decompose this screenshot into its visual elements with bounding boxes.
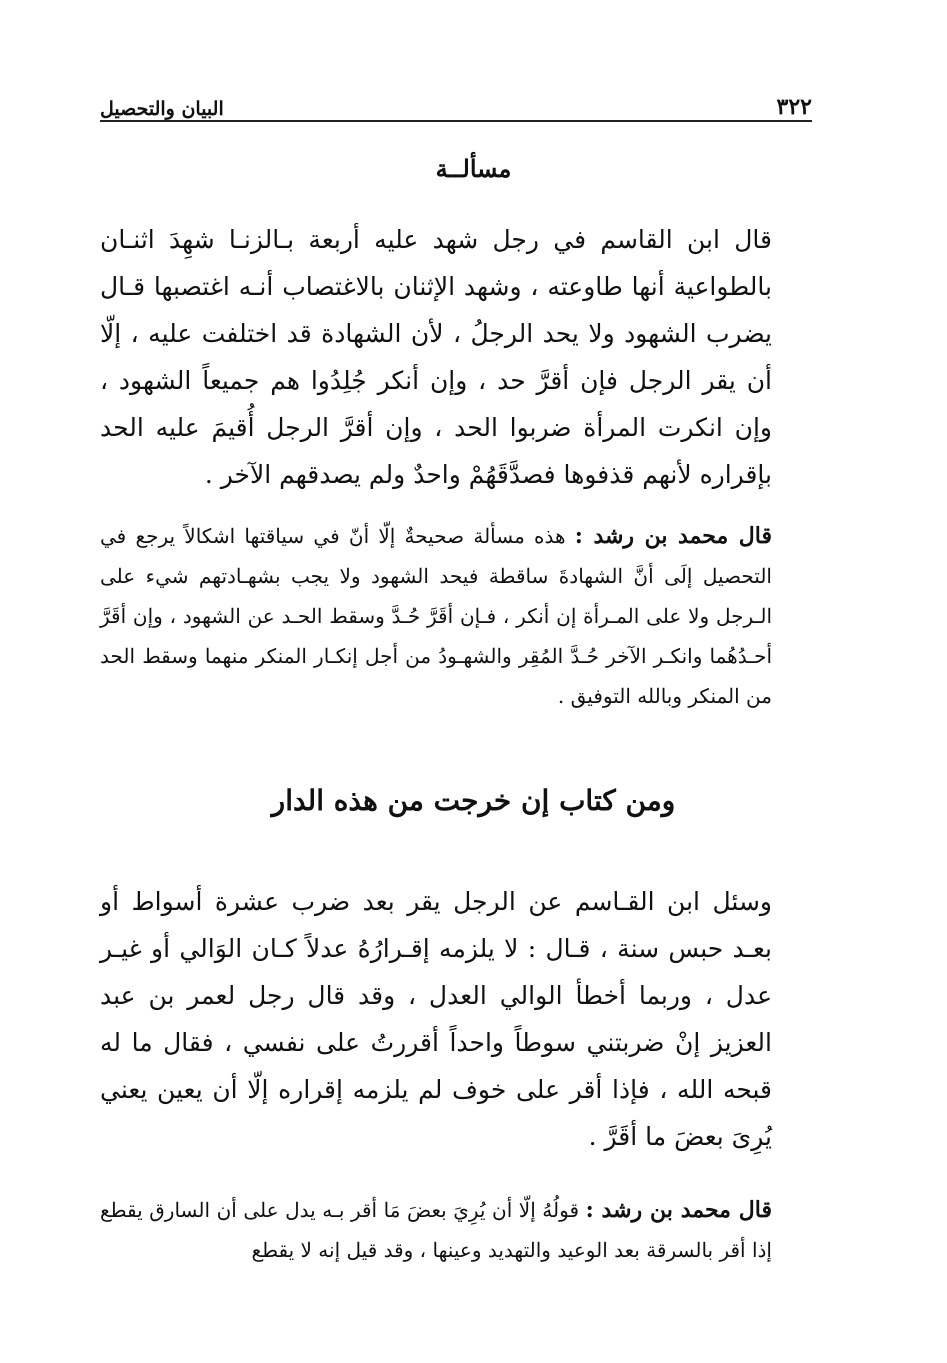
- commentary-1-text: هذه مسألة صحيحةٌ إلّا أنّ في سياقتها اشكالاً يرجع في التحصيل إلَى أنَّ الشهادةَ ساقطة فيحد الشهود ولا يجب بشهـادتهم شيء على الـرجل ولا على المـرأة إن أنكر ، فـإن أقَرَّ حُـدَّ وسقط الحـد عن الشهود ، وإن أقَرَّ أحـدُهُما وانكـر الآخر حُـدَّ المُقِر والشهـودُ من أجل إنكـار المنكر منهما وسقط الحد من المنكر وبالله التوفيق .: [100, 524, 772, 708]
- commentary-2-body: [100, 1190, 812, 1270]
- commentary-2-text: قولُهُ إلّا أن يُرِيَ بعضَ مَا أقر بـه يدل على أن السارق يقطع إذا أقر بالسرقة بعد الوعيد والتهديد وعينها ، وقد قيل إنه لا يقطع: [100, 1198, 772, 1262]
- paragraph-1-text: قال ابن القاسم في رجل شهد عليه أربعة بـالزنـا شهِدَ اثنـان بالطواعية أنها طاوعته ، وشهد الإثنان بالاغتصاب أنـه اغتصبها قـال يضرب الشهود ولا يحد الرجلُ ، لأن الشهادة قد اختلفت عليه ، إلّا أن يقر الرجل فإن أقرَّ حد ، وإن أنكر جُلِدُوا هم جميعاً الشهود ، وإن انكرت المرأة ضربوا الحد ، وإن أقرَّ الرجل أُقيمَ عليه الحد بإقراره لأنهم قذفوها فصدَّقَهُمْ واحدٌ ولم يصدقهم الآخر .: [100, 225, 772, 489]
- header-rule: [100, 120, 812, 122]
- commentary-1: [100, 516, 812, 716]
- paragraph-1: [100, 216, 812, 498]
- chapter-title: ومن كتاب إن خرجت من هذه الدار: [271, 784, 676, 817]
- page-number: ٣٢٢: [776, 94, 812, 120]
- commentary-2-lead: قال محمد بن رشد :: [585, 1197, 772, 1223]
- commentary-2: [100, 1190, 812, 1270]
- running-title: البيان والتحصيل: [100, 98, 224, 120]
- paragraph-2-text: وسئل ابن القـاسم عن الرجل يقر بعد ضرب عشرة أسواط أو بعـد حبس سنة ، قـال : لا يلزمه إقـرارُهُ عدلاً كـان الوَالي أو غيـر عدل ، وربما أخطأ الوالي العدل ، وقد قال رجل لعمر بن عبد العزيز إنْ ضربتني سوطاً واحداً أقررتُ على نفسي ، فقال ما له قبحه الله ، فإذا أقر على خوف لم يلزمه إقراره إلّا أن يعين يعني يُرِىَ بعضَ ما أقَرَّ .: [100, 887, 772, 1151]
- commentary-1-lead: قال محمد بن رشد :: [574, 523, 772, 549]
- commentary-1-body: [100, 516, 812, 716]
- section-title: مسألــة: [435, 154, 512, 183]
- page-header: [100, 88, 812, 120]
- paragraph-2: [100, 878, 812, 1160]
